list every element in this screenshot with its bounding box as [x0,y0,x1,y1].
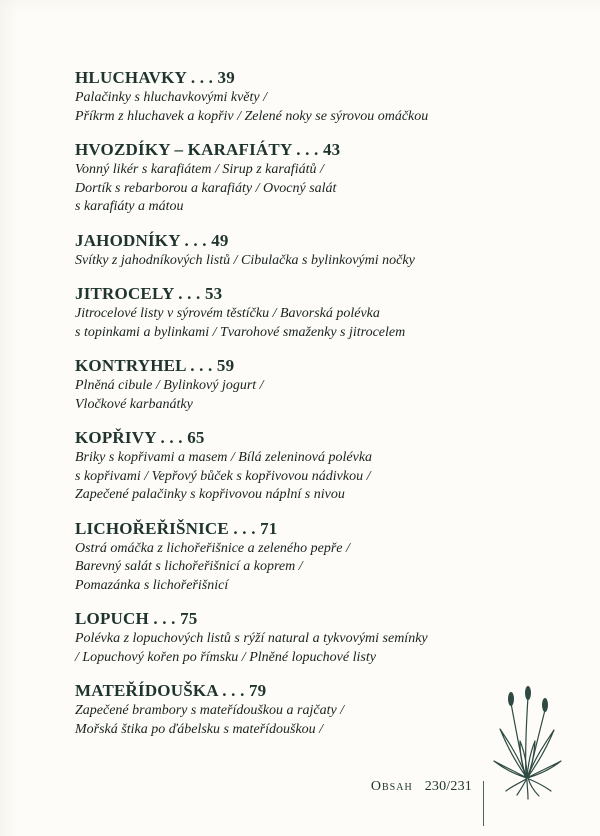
toc-entry-title: HLUCHAVKY . . . 39 [75,68,235,87]
toc-entry-title: JITROCELY . . . 53 [75,284,223,303]
table-of-contents [75,68,515,753]
toc-entry-recipes: Palačinky s hluchavkovými květy / [75,90,268,105]
toc-entry-recipes: Polévka z lopuchových listů s rýží natural a tykvovými semínky [75,631,428,646]
toc-entry-recipes: Pomazánka s lichořeřišnicí [75,577,229,593]
toc-entry-recipes: Mořská štika po ďábelsku s mateřídouškou / [75,721,324,737]
toc-entry-lichoreisnice [75,519,515,596]
toc-entry-recipes: Briky s kopřivami a masem / Bílá zeleninová polévka [75,450,373,465]
toc-entry-recipes: s karafiáty a mátou [75,199,184,214]
toc-entry-jitrocely [75,284,515,342]
toc-entry-koprivy [75,428,515,505]
plant-illustration-icon [490,683,564,801]
toc-entry-title: LOPUCH . . . 75 [75,609,198,628]
toc-entry-title: HVOZDÍKY – KARAFIÁTY . . . 43 [75,140,341,159]
page-number: 230/231 [424,779,472,794]
footer-section-label: Obsah [370,779,413,794]
toc-entry-title: MATEŘÍDOUŠKA . . . 79 [75,681,267,700]
toc-entry-title: KONTRYHEL . . . 59 [75,356,235,375]
toc-entry-recipes: Zapečené palačinky s kopřivovou náplní s nivou [75,487,345,502]
toc-entry-materidouska [75,681,515,739]
toc-entry-recipes: s kopřivami / Vepřový bůček s kopřivovou nádivkou / [75,468,371,484]
toc-entry-recipes: s topinkami a bylinkami / Tvarohové smaženky s jitrocelem [75,324,406,340]
toc-entry-recipes: Barevný salát s lichořeřišnicí a koprem / [75,559,303,574]
toc-entry-recipes: Dortík s rebarborou a karafiáty / Ovocný salát [75,180,337,196]
toc-entry-hvozdiky [75,140,515,217]
toc-entry-title: JAHODNÍKY . . . 49 [75,230,229,250]
toc-entry-recipes: Ostrá omáčka z lichořeřišnice a zeleného pepře / [75,540,350,556]
toc-entry-recipes: Svítky z jahodníkových listů / Cibulačka s bylinkovými nočky [75,252,415,268]
toc-entry-recipes: Vločkové karbanátky [75,396,193,412]
toc-entry-kontryhel [75,356,515,414]
toc-entry-lopuch [75,609,515,667]
toc-entry-recipes: Jitrocelové listy v sýrovém těstíčku / Bavorská polévka [75,306,380,321]
toc-entry-recipes: Zapečené brambory s mateřídouškou a rajčaty / [75,703,345,718]
footer-divider [483,781,484,826]
toc-entry-title: LICHOŘEŘIŠNICE . . . 71 [75,518,278,538]
toc-entry-recipes: Plněná cibule / Bylinkový jogurt / [75,378,264,393]
toc-entry-recipes: / Lopuchový kořen po římsku / Plněné lopuchové listy [75,649,376,665]
toc-entry-hluchavky [75,68,515,126]
toc-entry-recipes: Příkrm z hluchavek a kopřiv / Zelené noky se sýrovou omáčkou [75,108,429,124]
toc-entry-recipes: Vonný likér s karafiátem / Sirup z karafiátů / [75,162,324,177]
page-footer [371,779,472,795]
toc-entry-title: KOPŘIVY . . . 65 [75,428,205,447]
toc-entry-jahodniky [75,231,515,271]
